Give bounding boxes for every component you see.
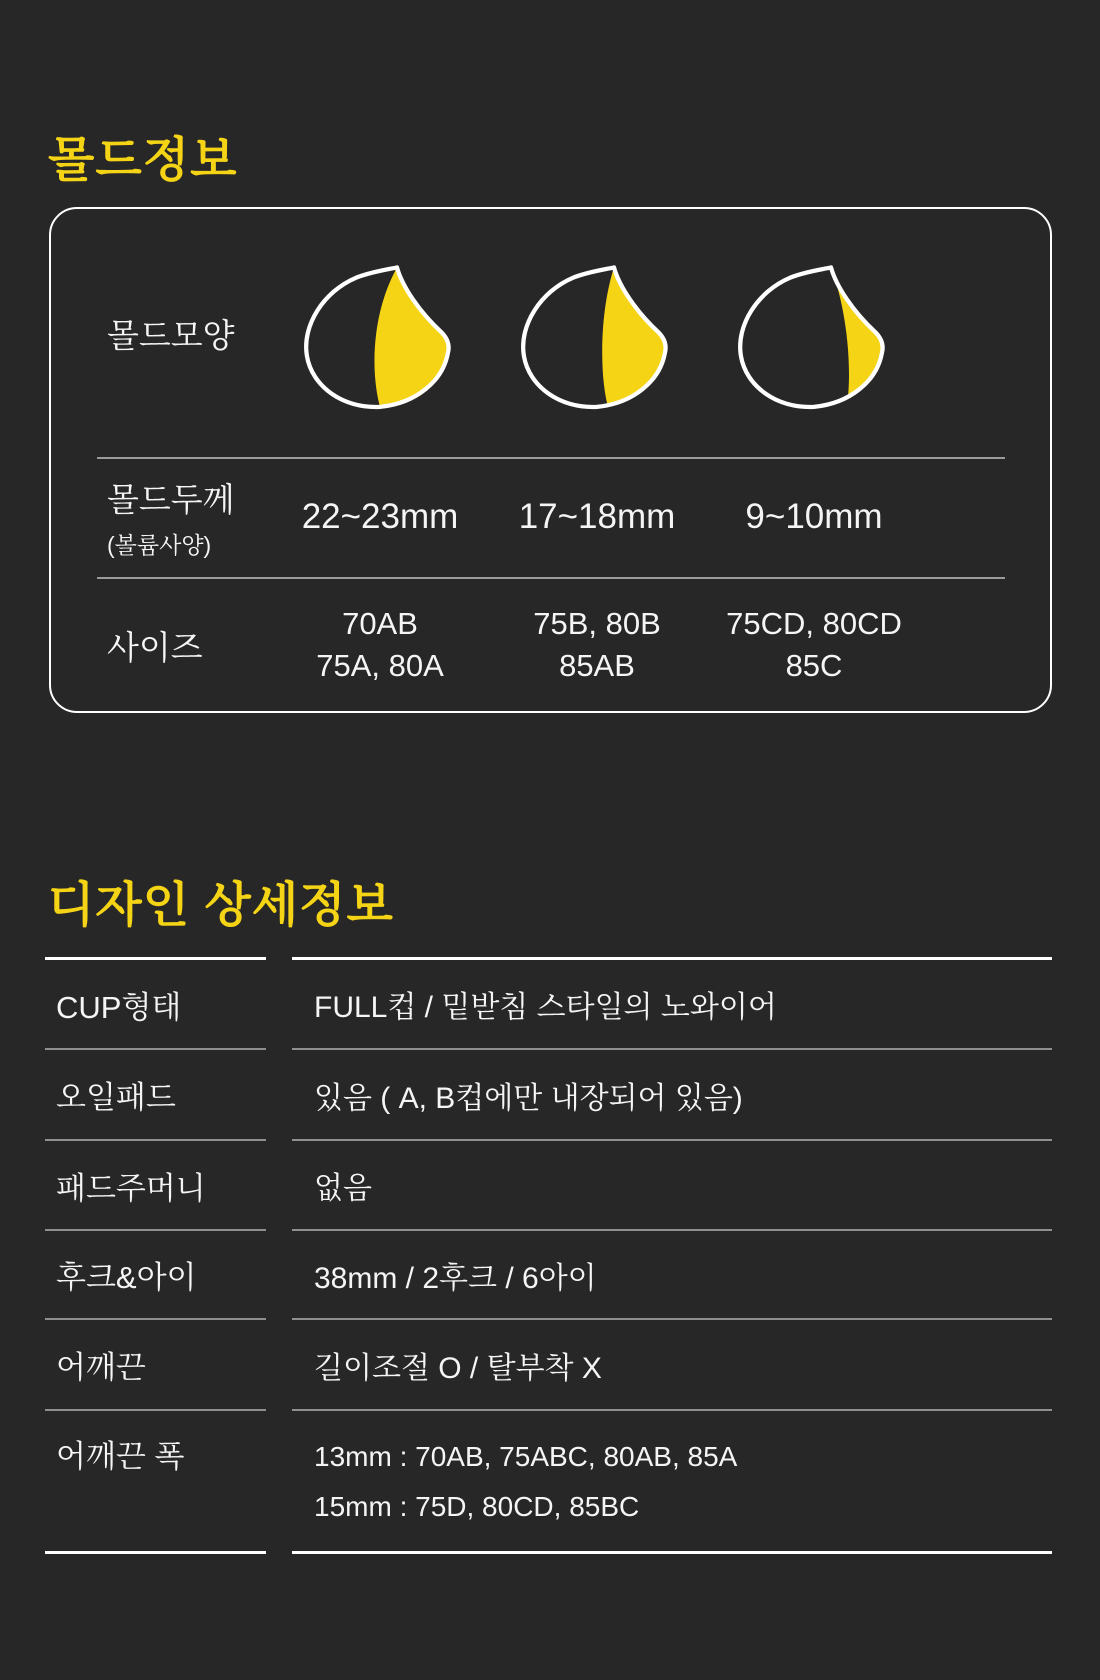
table-row (45, 1139, 1052, 1229)
design-section-title: 디자인 상세정보 (48, 879, 394, 932)
column-gap (266, 1229, 292, 1318)
size-line: 85C (785, 648, 843, 683)
size-line: 85AB (559, 648, 635, 683)
row-label: 패드주머니 (45, 1139, 266, 1229)
mold-shape-thick-icon (295, 257, 465, 419)
column-gap (266, 957, 292, 1048)
table-row (45, 957, 1052, 1048)
row-value: 38mm / 2후크 / 6아이 (292, 1229, 1052, 1318)
row-value: 있음 ( A, B컵에만 내장되어 있음) (292, 1048, 1052, 1139)
column-gap (266, 1318, 292, 1409)
row-value (292, 1409, 1052, 1551)
size-line: 75CD, 80CD (726, 606, 902, 641)
row-value: FULL컵 / 밑받침 스타일의 노와이어 (292, 957, 1052, 1048)
mold-thickness-value: 9~10mm (745, 497, 883, 536)
mold-size-value (664, 577, 964, 713)
mold-section-title: 몰드정보 (48, 134, 238, 187)
value-line: 15mm : 75D, 80CD, 85BC (314, 1491, 640, 1522)
column-gap (266, 1139, 292, 1229)
mold-size-row-label: 사이즈 (107, 628, 203, 666)
row-value: 없음 (292, 1139, 1052, 1229)
table-row (45, 1229, 1052, 1318)
row-label: 오일패드 (45, 1048, 266, 1139)
size-line: 75B, 80B (533, 606, 661, 641)
row-label: 어깨끈 (45, 1318, 266, 1409)
column-gap (266, 1409, 292, 1551)
table-bottom-border (45, 1551, 1052, 1554)
mold-thickness-sublabel: (볼륨사양) (107, 532, 212, 558)
column-gap (266, 1048, 292, 1139)
size-line: 70AB (342, 606, 418, 641)
row-label: CUP형태 (45, 957, 266, 1048)
row-label: 후크&아이 (45, 1229, 266, 1318)
mold-shape-medium-icon (512, 257, 682, 419)
table-row (45, 1318, 1052, 1409)
size-line: 75A, 80A (316, 648, 444, 683)
row-value: 길이조절 O / 탈부착 X (292, 1318, 1052, 1409)
mold-shape-row-label: 몰드모양 (107, 316, 235, 354)
value-line: 13mm : 70AB, 75ABC, 80AB, 85A (314, 1441, 738, 1472)
design-detail-table (45, 957, 1052, 1554)
mold-shape-thin-icon (729, 257, 899, 419)
mold-thickness-value: 22~23mm (301, 497, 459, 536)
mold-info-table (49, 207, 1052, 713)
table-row (45, 1409, 1052, 1551)
mold-thickness-label: 몰드두께 (107, 481, 235, 518)
row-label: 어깨끈 폭 (45, 1409, 266, 1551)
table-row (45, 1048, 1052, 1139)
mold-thickness-value: 17~18mm (518, 497, 676, 536)
